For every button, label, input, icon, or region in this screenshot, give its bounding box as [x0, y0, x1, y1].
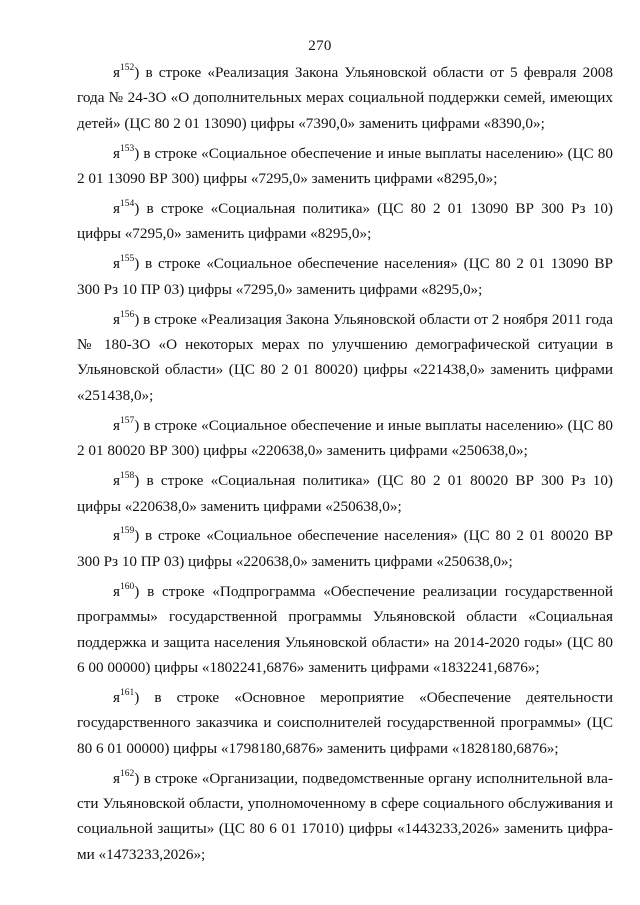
amendment-paragraph — [77, 196, 613, 247]
amendment-paragraph — [77, 468, 613, 519]
item-paren: ) — [134, 416, 140, 434]
item-marker — [113, 770, 139, 787]
amendment-text: в строке «Организации, подведомственные органу исполнительной власти Ульяновской области, уполномоченному в сфере социального обслуживания и социальной защиты» (ЦС 80 6 01 17010) цифры «1443233,2026» заменить цифрами «1473233,2026»; — [77, 769, 613, 863]
amendment-paragraph — [77, 141, 613, 192]
item-number: 158 — [120, 471, 135, 482]
item-marker — [113, 145, 139, 162]
item-number: 161 — [120, 687, 135, 698]
item-number: 159 — [120, 526, 135, 537]
item-marker — [113, 255, 139, 272]
item-number: 153 — [120, 143, 135, 154]
item-letter: я — [113, 688, 120, 706]
item-marker — [113, 417, 139, 434]
amendment-text: в строке «Социальное обеспечение и иные выплаты населению» (ЦС 80 2 01 80020 ВР 300) цифры «220638,0» заменить цифрами «250638,0»; — [77, 416, 613, 460]
item-letter: я — [113, 416, 120, 434]
item-marker — [113, 311, 139, 328]
amendment-text: в строке «Реализация Закона Ульяновской области от 2 ноября 2011 года № 180-ЗО «О некоторых мерах по улучшению демографической ситуации в Ульяновской области» (ЦС 80 2 01 80020) цифры «221438,0» заменить цифрами «251438,0»; — [77, 310, 613, 404]
item-marker — [113, 527, 139, 544]
amendment-paragraph — [77, 251, 613, 302]
item-marker — [113, 64, 139, 81]
amendment-paragraph — [77, 523, 613, 574]
amendment-text: в строке «Социальное обеспечение и иные выплаты населению» (ЦС 80 2 01 13090 ВР 300) цифры «7295,0» заменить цифрами «8295,0»; — [77, 144, 613, 188]
amendment-paragraph — [77, 766, 613, 868]
item-paren: ) — [134, 255, 140, 273]
amendment-text: в строке «Подпрограмма «Обеспечение реализации государственной программы» государственной программы Ульяновской области «Социальная поддержка и защита населения Ульяновской области» на 2014-2020 годы» (ЦС 80 6 00 00000) цифры «1802241,6876» заменить цифрами «1832241,6876»; — [77, 582, 613, 676]
item-number: 152 — [120, 62, 135, 73]
item-paren: ) — [134, 310, 140, 328]
item-marker — [113, 583, 139, 600]
page-number: 270 — [308, 38, 332, 54]
item-number: 157 — [120, 415, 135, 426]
item-paren: ) — [134, 582, 140, 600]
item-letter: я — [113, 310, 120, 328]
amendment-text: в строке «Социальная политика» (ЦС 80 2 01 13090 ВР 300 Рз 10) цифры «7295,0» заменить цифрами «8295,0»; — [77, 200, 613, 243]
item-paren: ) — [134, 688, 140, 706]
amendment-paragraph — [77, 60, 613, 136]
item-paren: ) — [134, 472, 140, 490]
item-marker — [113, 200, 139, 217]
amendment-paragraph — [77, 579, 613, 681]
item-number: 162 — [120, 768, 135, 779]
item-paren: ) — [134, 769, 140, 787]
item-paren: ) — [134, 144, 140, 162]
item-number: 160 — [120, 581, 135, 592]
amendment-text: в строке «Социальное обеспечение населения» (ЦС 80 2 01 80020 ВР 300 Рз 10 ПР 03) цифры «220638,0» заменить цифрами «250638,0»; — [77, 527, 613, 570]
amendment-text: в строке «Реализация Закона Ульяновской области от 5 февраля 2008 года № 24-ЗО «О дополнительных мерах социальной поддержки семей, имеющих детей» (ЦС 80 2 01 13090) цифры «7390,0» заменить цифрами «8390,0»; — [77, 64, 613, 132]
item-letter: я — [113, 769, 120, 787]
item-paren: ) — [134, 64, 140, 81]
amendment-paragraph — [77, 685, 613, 761]
amendment-text: в строке «Социальное обеспечение населения» (ЦС 80 2 01 13090 ВР 300 Рз 10 ПР 03) цифры «7295,0» заменить цифрами «8295,0»; — [77, 255, 613, 298]
item-paren: ) — [134, 527, 140, 545]
item-number: 156 — [120, 309, 135, 320]
item-number: 154 — [120, 198, 135, 209]
item-letter: я — [113, 255, 120, 273]
item-letter: я — [113, 200, 120, 218]
amendment-text: в строке «Социальная политика» (ЦС 80 2 01 80020 ВР 300 Рз 10) цифры «220638,0» заменить цифрами «250638,0»; — [77, 472, 613, 515]
amendment-text: в строке «Основное мероприятие «Обеспечение деятельности государственного заказчика и соисполнителей государственной программы» (ЦС 80 6 01 00000) цифры «1798180,6876» заменить цифрами «1828180,6876»; — [77, 688, 613, 757]
amendment-paragraph — [77, 413, 613, 464]
item-marker — [113, 472, 139, 489]
item-letter: я — [113, 64, 120, 81]
item-marker — [113, 689, 139, 706]
amendment-paragraph — [77, 307, 613, 409]
item-paren: ) — [134, 200, 140, 218]
item-letter: я — [113, 527, 120, 545]
item-letter: я — [113, 582, 120, 600]
item-letter: я — [113, 144, 120, 162]
item-letter: я — [113, 472, 120, 490]
item-number: 155 — [120, 254, 135, 265]
amendment-list — [77, 60, 613, 867]
